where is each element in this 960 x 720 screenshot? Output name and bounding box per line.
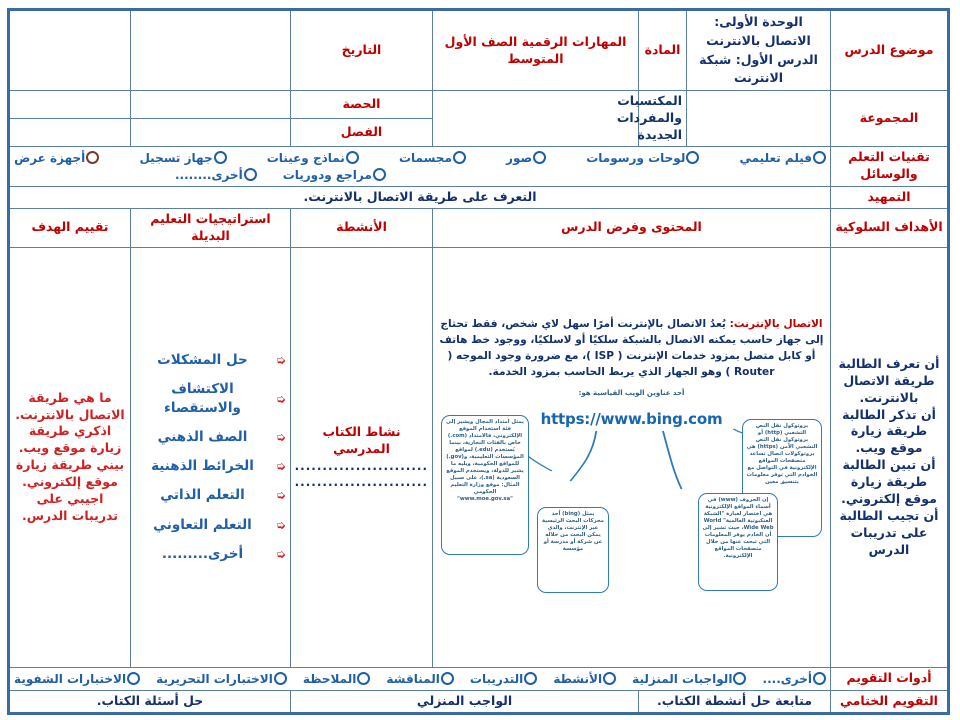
goal-eval-item: اجيبي على تدريبات الدرس. <box>22 490 118 523</box>
arrow-bullet-icon: ➭ <box>275 459 286 474</box>
media-option-label: صور <box>506 150 533 165</box>
strategy-label: الصف الذهني <box>157 428 248 445</box>
radio-icon <box>274 672 287 685</box>
period-label: الحصة <box>291 91 433 119</box>
bubble-bing: يمثل (bing) أحد محركات البحث الرئيسية عبر الإنترنت، والذي يمكن البحث من خلاله عن شركة أو مدرسة أو مؤسسة <box>537 507 609 593</box>
media-option-projector[interactable] <box>14 150 99 166</box>
homework-label: الواجب المنزلي <box>291 690 639 713</box>
media-option-label: فيلم تعليمي <box>739 150 812 165</box>
assessment-option-label: الاختبارات التحريرية <box>156 671 273 686</box>
subject-label: المادة <box>639 10 687 91</box>
homework-value: حل أسئلة الكتاب. <box>9 690 291 713</box>
url-anatomy-diagram <box>437 385 826 597</box>
strategy-item-self-learning[interactable] <box>135 486 286 504</box>
media-option-label: مجسمات <box>398 150 452 165</box>
objective-item: أن تذكر الطالبة طريقة زيارة موقع ويب. <box>842 406 936 456</box>
vocab-value-cell[interactable] <box>433 91 639 147</box>
radio-icon <box>733 672 746 685</box>
media-option-film[interactable] <box>739 150 826 166</box>
strategy-item-discovery[interactable] <box>135 380 286 416</box>
unit-line-2: الدرس الأول: شبكة الانترنت <box>699 51 818 86</box>
date-value-cell[interactable] <box>131 10 291 91</box>
assessment-option-written-tests[interactable] <box>156 671 287 687</box>
objective-item: أن تجيب الطالبة على تدريبات الدرس <box>839 507 939 557</box>
media-option-charts[interactable] <box>586 150 699 166</box>
assessment-option-discussion[interactable] <box>386 671 453 687</box>
radio-icon <box>214 151 227 164</box>
arrow-bullet-icon: ➭ <box>275 391 286 406</box>
vocab-label: المكتسبات والمفردات الجديدة <box>639 91 687 147</box>
media-option-label: لوحات ورسومات <box>586 150 686 165</box>
table-row-closing <box>9 690 949 713</box>
radio-icon <box>373 168 386 181</box>
radio-icon <box>453 151 466 164</box>
table-row-assessment-tools <box>9 667 949 690</box>
unit-cell <box>687 10 831 91</box>
media-options-row-2 <box>14 167 826 183</box>
content-paragraph-text: يُعدُ الاتصال بالإنترنت أمرًا سهل لاي شخص، فقط تحتاج إلى جهاز حاسب يمكنه الاتصال بالشبكة سلكيًا أو لاسلكيًا، ووجود خط هاتف أو كابل متصل بمزود خدمات الإنترنت ( ISP )، مع ضرورة وجود الموجه ( Router ) وهو الجهاز الذي يربط الحاسب بمزود الخدمة. <box>439 318 824 379</box>
arrow-bullet-icon: ➭ <box>275 353 286 368</box>
strategy-label: حل المشكلات <box>157 352 248 369</box>
objective-item: أن تعرف الطالبة طريقة الاتصال بالانترنت. <box>838 355 940 405</box>
group-extra-cell-2[interactable] <box>9 118 131 146</box>
goal-eval-item: بيني طريقة زيارة موقع إلكتروني. <box>15 457 125 489</box>
class-value-cell[interactable] <box>131 118 291 146</box>
media-option-label: جهاز تسجيل <box>139 150 213 165</box>
arrow-bullet-icon: ➭ <box>275 488 286 503</box>
group-label: المجموعة <box>831 91 949 147</box>
assessment-option-activities[interactable] <box>553 671 616 687</box>
strategy-item-problem-solving[interactable] <box>135 351 286 369</box>
column-header-strategies: استراتيجيات التعليم البديلة <box>131 208 291 247</box>
radio-icon <box>524 672 537 685</box>
radio-icon <box>86 151 99 164</box>
period-value-cell[interactable] <box>131 91 291 119</box>
lesson-plan-table <box>7 8 950 715</box>
strategy-item-other[interactable] <box>135 545 286 563</box>
strategy-label: الاكتشاف والاستقصاء <box>164 381 241 416</box>
strategy-label: الخرائط الذهنية <box>151 458 254 475</box>
column-header-activities: الأنشطة <box>291 208 433 247</box>
strategy-label: أخرى......... <box>161 545 244 562</box>
media-option-other[interactable] <box>175 167 257 183</box>
column-header-objectives: الأهداف السلوكية <box>831 208 949 247</box>
strategy-item-brainstorm[interactable] <box>135 428 286 446</box>
column-header-content: المحتوى وفرض الدرس <box>433 208 831 247</box>
media-option-label: نماذج وعينات <box>266 150 345 165</box>
activity-main: نشاط الكتاب المدرسي <box>322 424 401 456</box>
objectives-cell <box>831 247 949 667</box>
assessment-option-observation[interactable] <box>303 671 370 687</box>
media-option-references[interactable] <box>283 167 386 183</box>
table-row-group-period <box>9 91 949 119</box>
table-row-column-headers <box>9 208 949 247</box>
objective-item: أن تبين الطالبة طريقة زيارة موقع إلكتروني. <box>841 457 937 506</box>
strategies-cell <box>131 247 291 667</box>
goal-evaluation-cell <box>9 247 131 667</box>
content-title: الاتصال بالإنترنت: <box>729 318 823 331</box>
media-options-cell <box>9 146 831 186</box>
media-label: تقنيات التعلم والوسائل <box>831 146 949 186</box>
group-extra-cell-1[interactable] <box>9 91 131 119</box>
radio-icon <box>813 672 826 685</box>
assessment-option-label: الأنشطة <box>553 671 603 686</box>
table-row-topic <box>9 10 949 91</box>
radio-icon <box>357 672 370 685</box>
lesson-topic-label: موضوع الدرس <box>831 10 949 91</box>
content-cell <box>433 247 831 667</box>
media-option-label: أجهزة عرض <box>14 150 86 165</box>
activity-dots-1[interactable]: ........................ <box>294 458 428 473</box>
strategy-item-mind-maps[interactable] <box>135 457 286 475</box>
closing-followup: متابعة حل أنشطة الكتاب. <box>639 690 831 713</box>
preface-label: التمهيد <box>831 187 949 209</box>
radio-icon <box>686 151 699 164</box>
preface-text: التعرف على طريقة الاتصال بالانترنت. <box>9 187 831 209</box>
activity-dots-2[interactable]: ........................ <box>294 475 428 489</box>
assessment-option-homework[interactable] <box>632 671 746 687</box>
arrow-bullet-icon: ➭ <box>275 546 286 561</box>
class-label: الفصل <box>291 118 433 146</box>
diagram-caption: أحد عناوين الويب القياسية هو: <box>578 388 685 397</box>
bubble-protocol: بروتوكول نقل النص التشعبي (http) أو بروتوكول نقل النص التشعبي الآمن (https) هي بروتوكولات اتصال تساعد متصفحات المواقع الإلكترونية في التواصل مع الخوادم التي توفر معلومات بتنسيق معين <box>742 419 822 537</box>
closing-label: التقويم الختامي <box>831 690 949 713</box>
subject-value: المهارات الرقمية الصف الأول المتوسط <box>433 10 639 91</box>
assessment-option-other[interactable] <box>763 671 826 687</box>
assessment-option-oral-tests[interactable] <box>14 671 140 687</box>
goal-eval-item: ما هي طريقة الاتصال بالانترنت. <box>15 389 125 422</box>
media-option-models[interactable] <box>399 150 466 166</box>
radio-icon <box>533 151 546 164</box>
radio-icon <box>346 151 359 164</box>
assessment-option-label: المناقشة <box>386 671 440 686</box>
radio-icon <box>127 672 140 685</box>
media-option-samples[interactable] <box>267 150 359 166</box>
media-option-recorder[interactable] <box>139 150 226 166</box>
media-option-pictures[interactable] <box>506 150 546 166</box>
goal-eval-item: اذكري طريقة زيارة موقع ويب. <box>18 423 122 456</box>
arrow-bullet-icon: ➭ <box>275 430 286 445</box>
radio-icon <box>441 672 454 685</box>
radio-icon <box>244 168 257 181</box>
column-header-goal-eval: تقييم الهدف <box>9 208 131 247</box>
assessment-option-label: الملاحظة <box>302 671 357 686</box>
assessment-options-cell <box>9 667 831 690</box>
strategy-item-cooperative[interactable] <box>135 516 286 534</box>
media-option-label: أخرى........ <box>175 167 243 182</box>
date-label: التاريخ <box>291 10 433 91</box>
assessment-option-label: أخرى.... <box>762 671 812 686</box>
table-row-media <box>9 146 949 186</box>
media-options-row-1 <box>14 150 826 166</box>
activities-cell <box>291 247 433 667</box>
bubble-www: إن الحروف (www) في أسماء المواقع الإلكترونية هي اختصار لعبارة "الشبكة العنكبوتية العالمية" World Wide Web، حيث تشير إلى أن الخادم يوفر المعلومات التي تبحث عنها من خلال متصفحات المواقع الإلكترونية. <box>698 493 778 591</box>
assessment-tools-label: أدوات التقويم <box>831 667 949 690</box>
radio-icon <box>603 672 616 685</box>
example-url: https://www.bing.com <box>540 409 723 428</box>
table-row-body <box>9 247 949 667</box>
bubble-domain: يمثل امتداد المجال ويشير إلى فئة استخدام الموقع الإلكتروني، فالامتداد (com.) خاص بالفئات التجارية، بينما يُستخدم (edu.) لمواقع المؤسسات التعليمية، و(gov.) للمواقع الحكومية، ويليه ما يشير للدولة، ويستخدم الموقع السعودية (sa.)، على سبيل المثال: موقع وزارة التعليم الحكومي "www.moe.gov.sa" <box>441 415 529 555</box>
media-option-label: مراجع ودوريات <box>282 167 372 182</box>
assessment-option-label: الاختبارات الشفوية <box>14 671 127 686</box>
assessment-option-label: التدريبات <box>469 671 524 686</box>
topic-extra-cell[interactable] <box>9 10 131 91</box>
table-row-preface <box>9 187 949 209</box>
content-paragraph <box>437 317 826 381</box>
group-value-cell[interactable] <box>687 91 831 147</box>
assessment-option-label: الواجبات المنزلية <box>632 671 733 686</box>
radio-icon <box>813 151 826 164</box>
assessment-option-exercises[interactable] <box>470 671 537 687</box>
strategy-label: التعلم الذاتي <box>160 487 245 504</box>
unit-line-1: الوحدة الأولى: الاتصال بالانترنت <box>706 14 811 48</box>
strategy-label: التعلم التعاوني <box>153 516 252 533</box>
assessment-options-row <box>14 671 826 687</box>
arrow-bullet-icon: ➭ <box>275 517 286 532</box>
